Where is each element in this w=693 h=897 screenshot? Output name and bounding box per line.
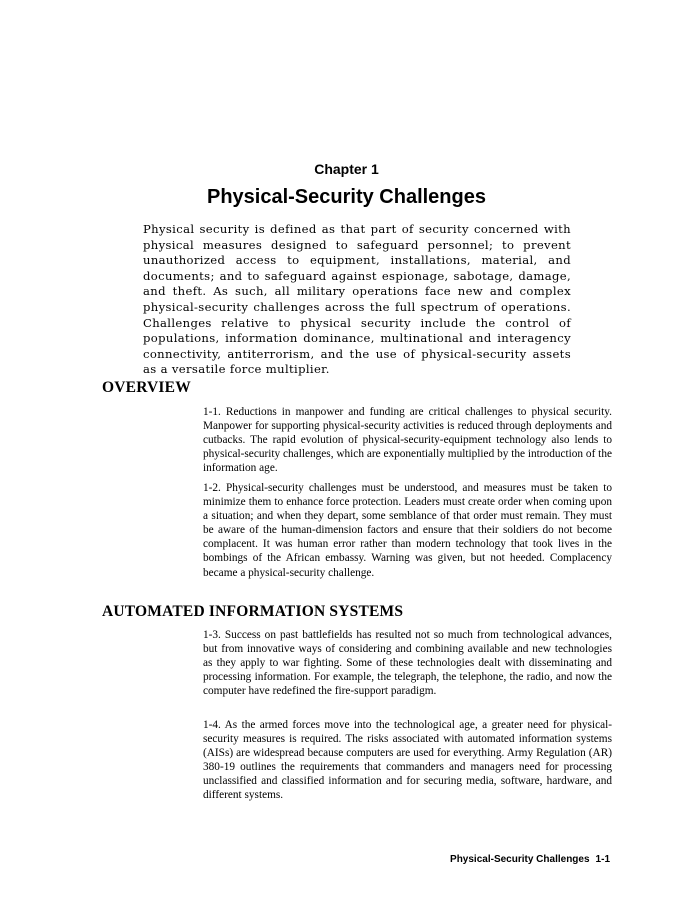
chapter-intro: Physical security is defined as that part of security concerned with physical measures designed to safeguard personnel; to prevent unauthorized access to equipment, installations, material, and documents; and to safeguard against espionage, sabotage, damage, and theft. As such, all military operations face new and complex physical-security challenges across the full spectrum of operations. Challenges relative to physical security include the control of populations, information dominance, multinational and interagency connectivity, antiterrorism, and the use of physical-security assets as a versatile force multiplier.	[143, 222, 571, 377]
footer-page-number: 1-1	[595, 854, 610, 865]
paragraph-1-2: 1-2. Physical-security challenges must be understood, and measures must be taken to minimize them to enhance force protection. Leaders must create order when coming upon a situation; and when they depart, some semblance of that order must remain. They must be aware of the human-dimension factors and ensure that their soldiers do not become complacent. It was human error rather than modern technology that took lives in the bombings of the African embassy. Warning was given, but not heeded. Complacency became a physical-security challenge.	[203, 482, 612, 579]
section-heading-overview: OVERVIEW	[102, 379, 191, 396]
footer-title: Physical-Security Challenges	[450, 854, 590, 865]
paragraph-1-4: 1-4. As the armed forces move into the technological age, a greater need for physical-security measures is required. The risks associated with automated information systems (AISs) are widespread because computers are used for everything. Army Regulation (AR) 380-19 outlines the requirements that commanders and managers need for processing unclassified and classified information and for securing media, software, hardware, and different systems.	[203, 719, 612, 802]
chapter-label: Chapter 1	[314, 161, 379, 177]
paragraph-1-3: 1-3. Success on past battlefields has resulted not so much from technological advances, but from innovative ways of considering and combining available and new technologies as they apply to war fighting. Some of these technologies dealt with disseminating and processing information. For example, the telegraph, the telephone, the radio, and now the computer have redefined the fire-support paradigm.	[203, 629, 612, 698]
page-footer	[450, 853, 610, 867]
section-heading-automated-information-systems: AUTOMATED INFORMATION SYSTEMS	[102, 603, 404, 620]
paragraph-1-1: 1-1. Reductions in manpower and funding are critical challenges to physical security. Manpower for supporting physical-security activities is reduced through deployments and cutbacks. The rapid evolution of physical-security-equipment technology also lends to physical-security challenges, which are exponentially multiplied by the introduction of the information age.	[203, 406, 612, 475]
chapter-title: Physical-Security Challenges	[206, 186, 486, 208]
